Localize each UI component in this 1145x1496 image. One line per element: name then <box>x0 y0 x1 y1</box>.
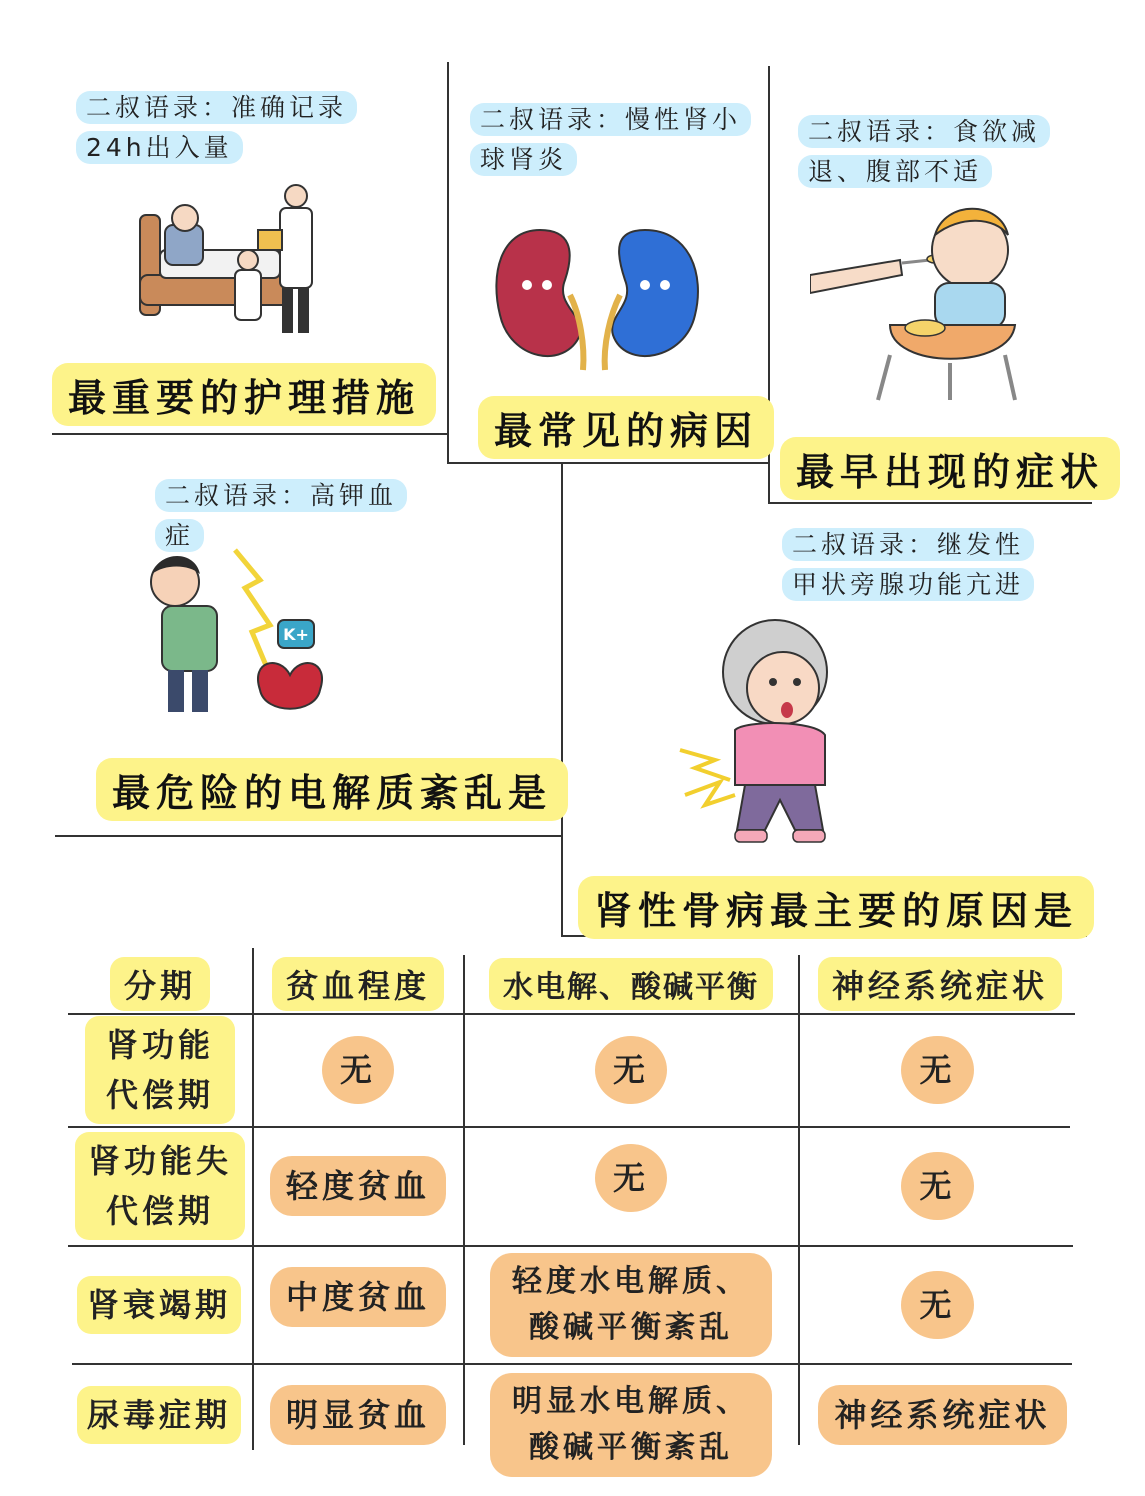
table-row <box>70 1128 250 1244</box>
anemia-cell <box>254 1247 462 1347</box>
neuro-cell <box>800 1128 1075 1244</box>
anemia-value: 明显贫血 <box>270 1385 446 1445</box>
stage-label: 肾功能代偿期 <box>85 1016 235 1124</box>
neuro-value: 无 <box>901 1271 973 1339</box>
neuro-value: 无 <box>901 1036 973 1104</box>
electrolyte-cell <box>465 1365 797 1485</box>
table-header-cell <box>254 955 462 1013</box>
neuro-cell <box>800 1015 1075 1125</box>
hyperkalemia-illustration <box>140 540 355 720</box>
panel-note: 二叔语录：食欲减退、腹部不适 <box>798 112 1058 192</box>
baby-highchair-illustration <box>810 195 1025 405</box>
neuro-value: 神经系统症状 <box>818 1385 1066 1445</box>
electrolyte-cell <box>465 1128 797 1228</box>
panel-note: 二叔语录：准确记录24h出入量 <box>76 88 376 168</box>
electrolyte-cell <box>465 1247 797 1362</box>
potassium-label: K+ <box>283 625 309 644</box>
stage-label: 肾衰竭期 <box>77 1276 241 1334</box>
header-stage: 分期 <box>110 957 210 1011</box>
neuro-cell <box>800 1247 1075 1362</box>
table-row <box>68 1247 250 1362</box>
header-anemia: 贫血程度 <box>272 957 444 1011</box>
table-header-cell <box>70 955 250 1013</box>
panel-title: 最重要的护理措施 <box>52 363 436 426</box>
anemia-value: 无 <box>322 1036 394 1104</box>
anemia-cell <box>254 1128 462 1244</box>
divider <box>768 502 1092 504</box>
anemia-value: 中度贫血 <box>270 1267 446 1327</box>
electrolyte-value: 轻度水电解质、酸碱平衡紊乱 <box>490 1253 772 1357</box>
divider <box>447 62 449 464</box>
panel-note: 二叔语录：继发性甲状旁腺功能亢进 <box>782 525 1052 605</box>
electrolyte-value: 无 <box>595 1036 667 1104</box>
neuro-value: 无 <box>901 1152 973 1220</box>
stage-label: 肾功能失代偿期 <box>75 1132 245 1240</box>
electrolyte-value: 无 <box>595 1144 667 1212</box>
table-row <box>68 1365 250 1465</box>
electrolyte-value: 明显水电解质、酸碱平衡紊乱 <box>490 1373 772 1477</box>
anemia-cell <box>254 1015 462 1125</box>
header-electrolyte: 水电解、酸碱平衡 <box>489 958 773 1010</box>
panel-title: 最早出现的症状 <box>780 437 1120 500</box>
divider <box>447 462 769 464</box>
panel-title: 最危险的电解质紊乱是 <box>96 758 568 821</box>
divider <box>561 462 563 936</box>
neuro-cell <box>800 1365 1085 1465</box>
header-neuro: 神经系统症状 <box>818 957 1062 1011</box>
table-header-cell <box>465 955 797 1013</box>
divider <box>52 433 449 435</box>
electrolyte-cell <box>465 1015 797 1125</box>
panel-title: 肾性骨病最主要的原因是 <box>578 876 1094 939</box>
patient-bed-illustration <box>130 180 340 345</box>
anemia-cell <box>254 1365 462 1465</box>
table-header-cell <box>800 955 1080 1013</box>
table-row <box>70 1015 250 1125</box>
panel-title: 最常见的病因 <box>478 396 774 459</box>
panel-note: 二叔语录：慢性肾小球肾炎 <box>470 100 750 180</box>
divider <box>55 835 563 837</box>
kidneys-illustration <box>485 215 710 375</box>
stage-label: 尿毒症期 <box>77 1386 241 1444</box>
anemia-value: 轻度贫血 <box>270 1156 446 1216</box>
elderly-woman-illustration <box>675 610 875 850</box>
panel-note: 二叔语录：高钾血症 <box>155 476 435 556</box>
